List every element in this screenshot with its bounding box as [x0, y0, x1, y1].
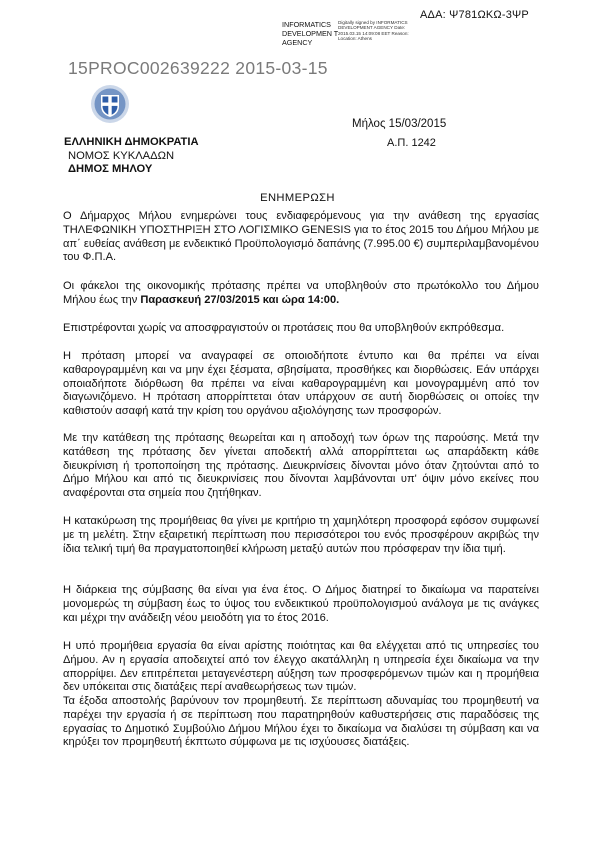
sender-municipality: ΔΗΜΟΣ ΜΗΛΟΥ [68, 163, 153, 175]
paragraph-award-criteria: Η κατακύρωση της προμήθειας θα γίνει με κριτήριο τη χαμηλότερη προσφορά εφόσον συμφωνεί με τη μελέτη. Στην εξαιρετική περίπτωση που περισσότεροι του ενός προσφέρουν ακριβώς την ίδια τελική τιμή θα πραγματοποιηθεί κλήρωση μεταξύ αυτών που πρόσφεραν την ίδια τιμή. [63, 515, 539, 555]
document-title: ΕΝΗΜΕΡΩΣΗ [260, 192, 335, 204]
digital-signature-org: INFORMATICS DEVELOPMEN T AGENCY [282, 20, 339, 47]
paragraph-shipping-termination: Τα έξοδα αποστολής βαρύνουν τον προμηθευτή. Σε περίπτωση αδυναμίας του προμηθευτή να παρέχει την εργασία ή σε περίπτωση που παρατηρηθούν καθυστερήσεις στις παραδόσεις της εργασίας το Δημοτικό Συμβούλιο Δήμου Μήλου έχει το δικαίωμα να διαλύσει τη σύμβαση και να κηρύξει τον προμηθευτή έκπτωτο σύμφωνα με τις ισχύουσες διατάξεις. [63, 695, 539, 749]
paragraph-deadline [63, 280, 539, 308]
paragraph-contract-duration: Η διάρκεια της σύμβασης θα είναι για ένα έτος. Ο Δήμος διατηρεί το δικαίωμα να παρατείνει μονομερώς τη σύμβαση έως το ύψος του ενδεικτικού προϋπολογισμού ανάλογα με τις ανάγκες και μέχρι την ανάδειξη νέου μειοδότη για το έτος 2016. [63, 584, 539, 624]
paragraph-late-submissions: Επιστρέφονται χωρίς να αποσφραγιστούν οι προτάσεις που θα υποβληθούν εκπρόθεσμα. [63, 322, 505, 334]
deadline-date: Παρασκευή 27/03/2015 και ώρα 14:00. [140, 293, 340, 306]
sender-prefecture: ΝΟΜΟΣ ΚΥΚΛΑΔΩΝ [68, 150, 175, 162]
paragraph-quality-control: Η υπό προμήθεια εργασία θα είναι αρίστης ποιότητας και θα ελέγχεται από τις υπηρεσίες του Δήμου. Αν η εργασία αποδειχτεί από τον έλεγχο ακατάλληλη η υπηρεσία έχει δικαίωμα να την απορρίψει. Δεν επιτρέπεται μεταγενέστερη αύξηση των προσφερόμενων τιμών και η προμήθεια δεν υπόκειται στις διατάξεις περί αναθεωρήσεως των τιμών. [63, 640, 539, 694]
place-date: Μήλος 15/03/2015 [352, 118, 447, 130]
protocol-number: Α.Π. 1242 [387, 137, 436, 149]
greek-coat-of-arms-icon [90, 84, 130, 124]
paragraph-terms-acceptance: Με την κατάθεση της πρότασης θεωρείται και η αποδοχή των όρων της παρούσης. Μετά την κατάθεση της πρότασης δεν γίνεται αποδεκτή αλλά απορρίπτεται ως απαράδεκτη κάθε διευκρίνιση ή τροποποίηση της πρότασης. Διευκρινίσεις δίνονται μόνο όταν ζητούνται από το Δήμο Μήλου και από τις διευκρινίσεις που δίνονται λαμβάνονται υπ' όψιν μόνο εκείνες που αναφέρονται στα σημεία που ζητήθηκαν. [63, 432, 539, 500]
procurement-id: 15PROC002639222 2015-03-15 [68, 58, 328, 78]
paragraph-announcement: Ο Δήμαρχος Μήλου ενημερώνει τους ενδιαφερόμενους για την ανάθεση της εργασίας ΤΗΛΕΦΩΝΙΚΗ ΥΠΟΣΤΗΡΙΞΗ ΣΤΟ ΛΟΓΙΣΜΙΚΟ GENESIS για το έτος 2015 του Δήμου Μήλου με απ΄ ευθείας ανάθεση με ενδεικτικό Προϋπολογισμό δαπάνης (7.995.00 €) συμπεριλαμβανομένου του Φ.Π.Α. [63, 210, 539, 264]
deadline-text: Οι φάκελοι της οικονομικής πρότασης πρέπει να υποβληθούν στο πρωτόκολλο του Δήμου Μήλου έως την [63, 280, 539, 306]
paragraph-proposal-format: Η πρόταση μπορεί να αναγραφεί σε οποιοδήποτε έντυπο και θα πρέπει να είναι καθαρογραμμένη και να μην έχει ξέσματα, σβησίματα, προσθήκες και διορθώσεις. Εάν υπάρχει οποιαδήποτε διόρθωση θα πρέπει να είναι καθαρογραμμένη και μονογραμμένη από τον διαγωνιζόμενο. Η πρόταση απορρίπτεται όταν υπάρχουν σε αυτή διορθώσεις οι οποίες την καθιστούν ασαφή κατά την κρίση του οργάνου αξιολόγησης των προσφορών. [63, 350, 539, 418]
sender-country: ΕΛΛΗΝΙΚΗ ΔΗΜΟΚΡΑΤΙΑ [64, 136, 199, 148]
digital-signature-details: Digitally signed by INFORMATICS DEVELOPMENT AGENCY Date: 2015.03.15 14:09:08 EET Reason: Location: Athens [338, 20, 409, 41]
ada-code: ΑΔΑ: Ψ781ΩΚΩ-3ΨΡ [420, 9, 529, 21]
